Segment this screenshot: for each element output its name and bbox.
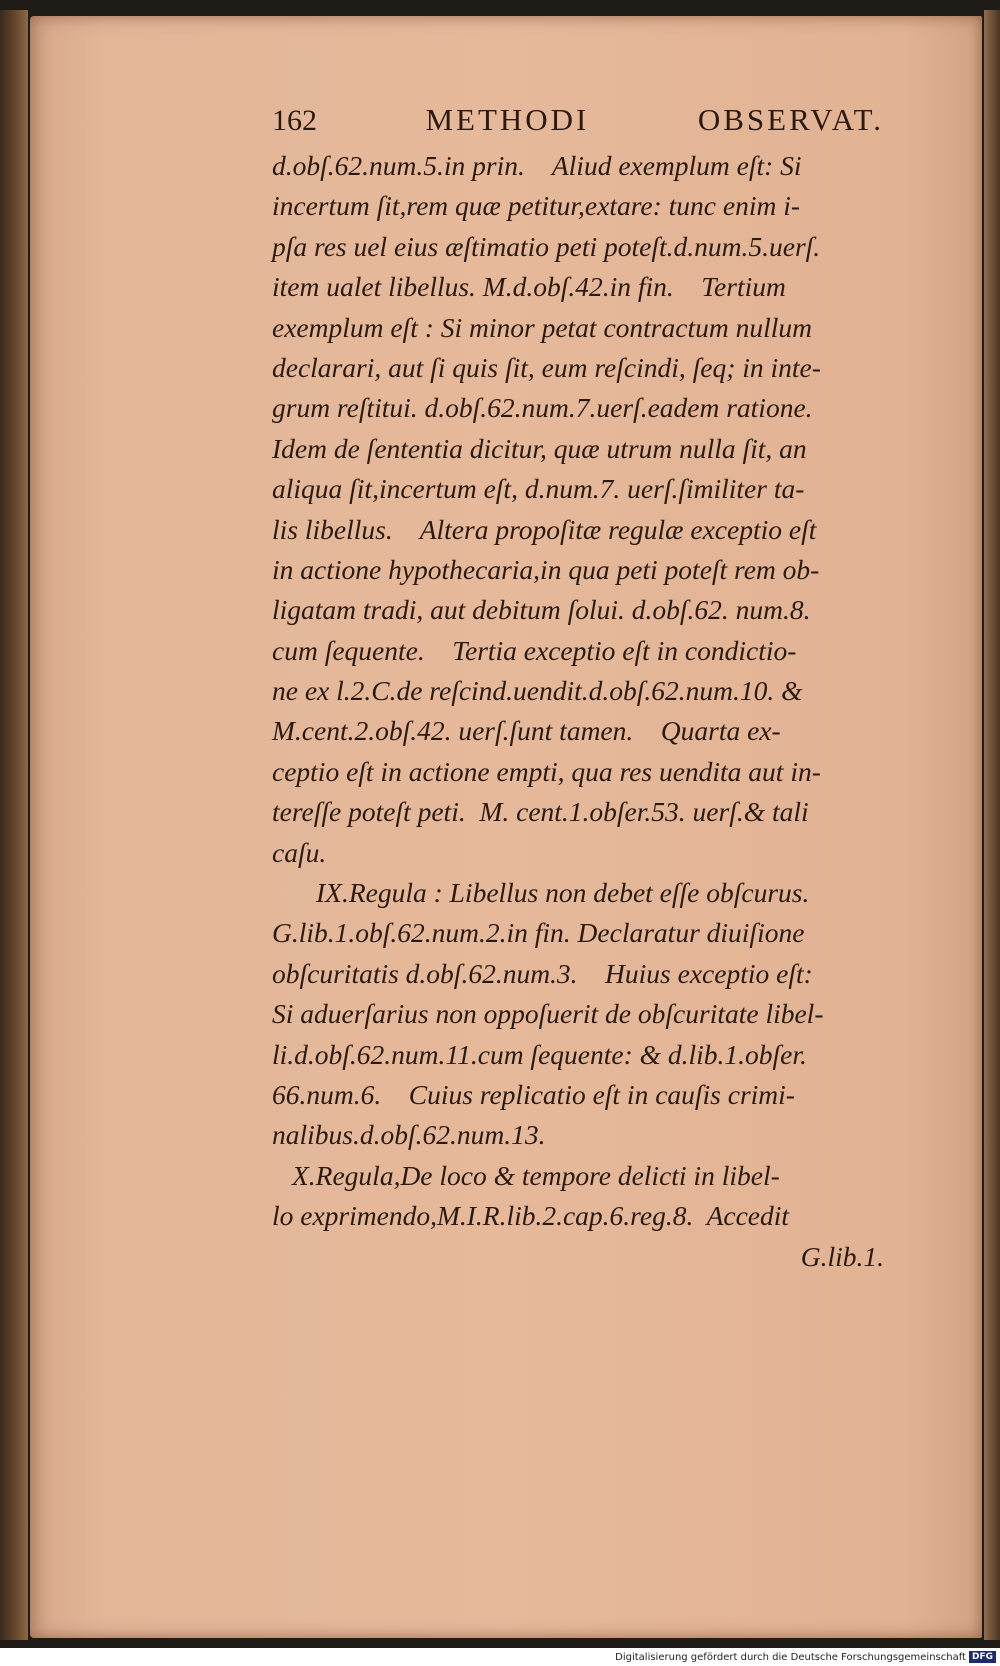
text-line-18: caſu. xyxy=(272,836,327,868)
dfg-logo: DFG xyxy=(969,1651,996,1663)
text-line-19: IX.Regula : Libellus non debet eſſe obſcurus. xyxy=(316,877,810,909)
text-line-3: pſa res uel eius æſtimatio peti poteſt.d.num.5.uerſ. xyxy=(272,230,821,262)
text-line-7: grum reſtitui. d.obſ.62.num.7.uerſ.eadem ratione. xyxy=(272,392,813,424)
book-edge-right xyxy=(984,10,1000,1640)
book-page xyxy=(30,16,982,1638)
text-line-8: Idem de ſententia dicitur, quæ utrum nulla ſit, an xyxy=(272,432,807,464)
text-block xyxy=(272,102,884,1277)
text-line-13: cum ſequente. Tertia exceptio eſt in condictio- xyxy=(272,634,797,666)
text-line-5: exemplum eſt : Si minor petat contractum nullum xyxy=(272,311,812,343)
text-line-16: ceptio eſt in actione empti, qua res uendita aut in- xyxy=(272,755,821,787)
text-line-14: ne ex l.2.C.de reſcind.uendit.d.obſ.62.num.10. & xyxy=(272,675,803,707)
footer-credit: Digitalisierung gefördert durch die Deutsche Forschungsgemeinschaft xyxy=(615,1651,966,1663)
text-line-12: ligatam tradi, aut debitum ſolui. d.obſ.62. num.8. xyxy=(272,594,811,626)
text-line-1: d.obſ.62.num.5.in prin. Aliud exemplum eſt: Si xyxy=(272,150,802,181)
text-line-21: obſcuritatis d.obſ.62.num.3. Huius exceptio eſt: xyxy=(272,957,813,989)
text-line-27: lo exprimendo,M.I.R.lib.2.cap.6.reg.8. Accedit xyxy=(272,1200,790,1232)
running-head xyxy=(272,102,884,146)
page-number: 162 xyxy=(272,104,317,137)
digitization-footer xyxy=(0,1648,1000,1666)
text-line-20: G.lib.1.obſ.62.num.2.in fin. Declaratur diuiſione xyxy=(272,917,805,949)
text-line-23: li.d.obſ.62.num.11.cum ſequente: & d.lib.1.obſer. xyxy=(272,1038,807,1070)
text-line-26: X.Regula,De loco & tempore delicti in libel- xyxy=(292,1159,780,1191)
running-title-right: OBSERVAT. xyxy=(697,102,884,137)
text-line-25: nalibus.d.obſ.62.num.13. xyxy=(272,1119,546,1151)
text-line-24: 66.num.6. Cuius replicatio eſt in cauſis crimi- xyxy=(272,1078,795,1110)
running-title-left: METHODI xyxy=(425,102,590,137)
text-line-11: in actione hypothecaria,in qua peti poteſt rem ob- xyxy=(272,553,820,585)
text-line-17: tereſſe poteſt peti. M. cent.1.obſer.53. uerſ.& tali xyxy=(272,796,809,828)
text-line-2: incertum ſit,rem quæ petitur,extare: tunc enim i- xyxy=(272,190,800,222)
text-line-22: Si aduerſarius non oppoſuerit de obſcuritate libel- xyxy=(272,998,824,1030)
text-line-6: declarari, aut ſi quis ſit, eum reſcindi, ſeq; in inte- xyxy=(272,351,821,383)
text-line-9: aliqua ſit,incertum eſt, d.num.7. uerſ.ſimiliter ta- xyxy=(272,473,805,505)
catchword: G.lib.1. xyxy=(800,1240,884,1272)
text-line-10: lis libellus. Altera propoſitæ regulæ exceptio eſt xyxy=(272,513,817,545)
text-line-4: item ualet libellus. M.d.obſ.42.in fin. Tertium xyxy=(272,271,786,303)
book-edge-left xyxy=(0,10,28,1640)
text-line-15: M.cent.2.obſ.42. uerſ.ſunt tamen. Quarta ex- xyxy=(272,715,781,747)
